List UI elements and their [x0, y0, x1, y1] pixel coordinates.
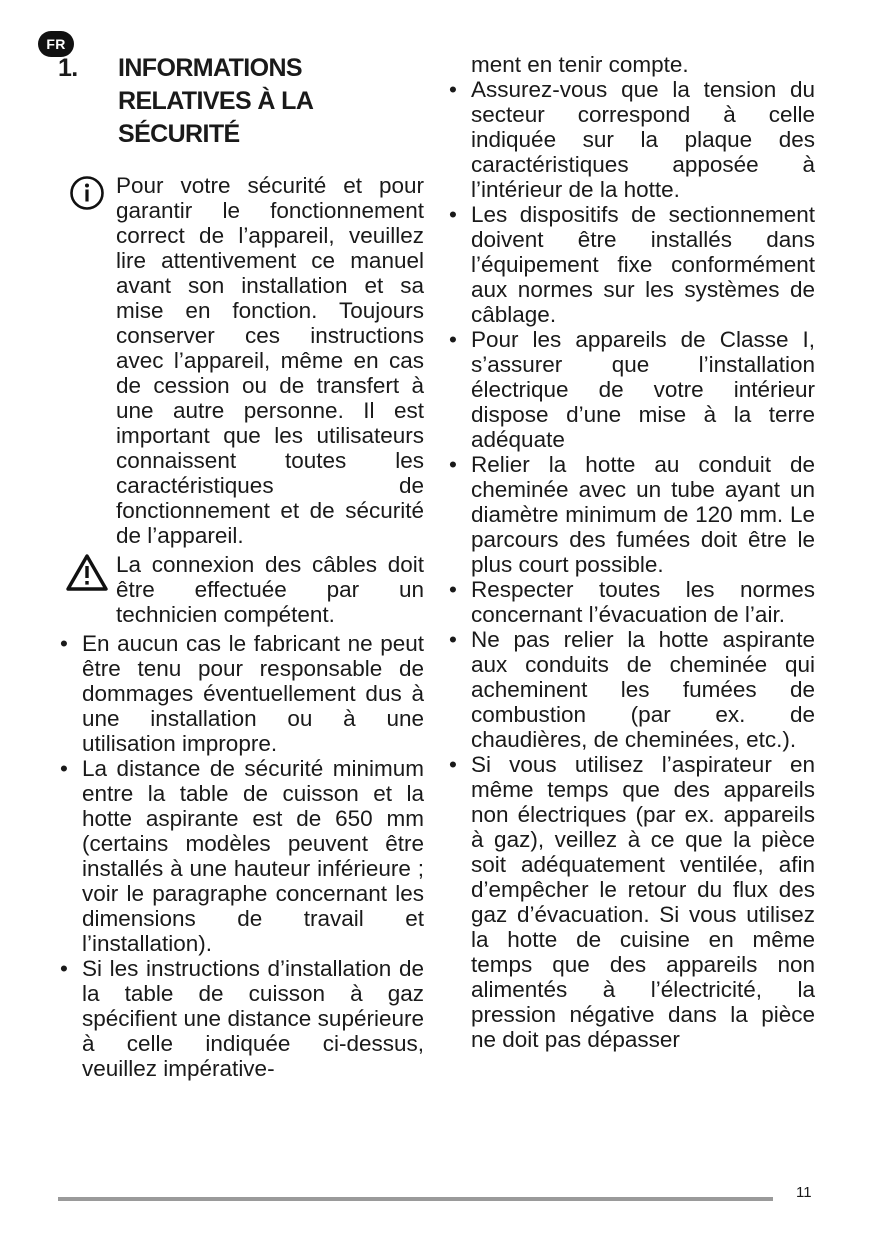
info-icon	[58, 173, 116, 212]
info-notice-text: Pour votre sécurité et pour garantir le fonctionnement correct de l’appareil, veuillez lire attentivement ce manuel avant son installation et sa mise en fonction. Toujours conserver ces instructions avec l’appareil, même en cas de cession ou de transfert à une autre personne. Il est important que les utilisateurs connaissent toutes les caractéristiques de fonctionnement et de sécurité de l’appareil.	[116, 173, 424, 548]
list-item: • Si vous utilisez l’aspirateur en même temps que des appareils non électriques (par ex. appareils à gaz), veillez à ce que la pièce soit adéquatement ventilée, afin d’empêcher le retour du flux des gaz d’évacuation. Si vous utilisez la hotte de cuisine en même temps que des appareils non alimentés à l’électricité, la pression négative dans la pièce ne doit pas dépasser	[447, 752, 815, 1052]
list-item: • En aucun cas le fabricant ne peut être tenu pour responsable de dommages éventuellement dus à une installation ou à une utilisation impropre.	[58, 631, 424, 756]
section-heading	[58, 52, 424, 151]
right-column	[447, 52, 815, 1052]
page-number: 11	[796, 1184, 812, 1201]
list-item: • La distance de sécurité minimum entre la table de cuisson et la hotte aspirante est de 650 mm (certains modèles peuvent être installés à une hauteur inférieure ; voir le paragraphe concernant les dimensions de travail et l’installation).	[58, 756, 424, 956]
list-item: • Assurez-vous que la tension du secteur correspond à celle indiquée sur la plaque des caractéristiques apposée à l’intérieur de la hotte.	[447, 77, 815, 202]
warning-triangle-icon	[58, 552, 116, 593]
list-item: • Les dispositifs de sectionnement doivent être installés dans l’équipement fixe conformément aux normes sur les systèmes de câblage.	[447, 202, 815, 327]
warning-notice-text: La connexion des câbles doit être effectuée par un technicien compétent.	[116, 552, 424, 627]
left-bullet-list	[58, 631, 424, 1081]
continuation-text: ment en tenir compte.	[471, 52, 689, 77]
section-title: INFORMATIONS RELATIVES À LA SÉCURITÉ	[118, 54, 314, 148]
right-bullet-list	[447, 77, 815, 1052]
list-item: • Relier la hotte au conduit de cheminée avec un tube ayant un diamètre minimum de 120 mm. Le parcours des fumées doit être le plus court possible.	[447, 452, 815, 577]
section-number: 1.	[58, 54, 78, 82]
list-item: • Ne pas relier la hotte aspirante aux conduits de cheminée qui acheminent les fumées de combustion (par ex. de chaudières, de cheminées, etc.).	[447, 627, 815, 752]
list-item: • Si les instructions d’installation de la table de cuisson à gaz spécifient une distance supérieure à celle indiquée ci-dessus, veuillez impérative-	[58, 956, 424, 1081]
info-notice	[58, 173, 424, 548]
footer-rule	[58, 1197, 773, 1201]
left-column	[58, 52, 424, 1081]
language-badge: FR	[38, 31, 74, 57]
list-item: • Respecter toutes les normes concernant l’évacuation de l’air.	[447, 577, 815, 627]
list-item: • Pour les appareils de Classe I, s’assurer que l’installation électrique de votre intérieur dispose d’une mise à la terre adéquate	[447, 327, 815, 452]
warning-notice	[58, 552, 424, 627]
